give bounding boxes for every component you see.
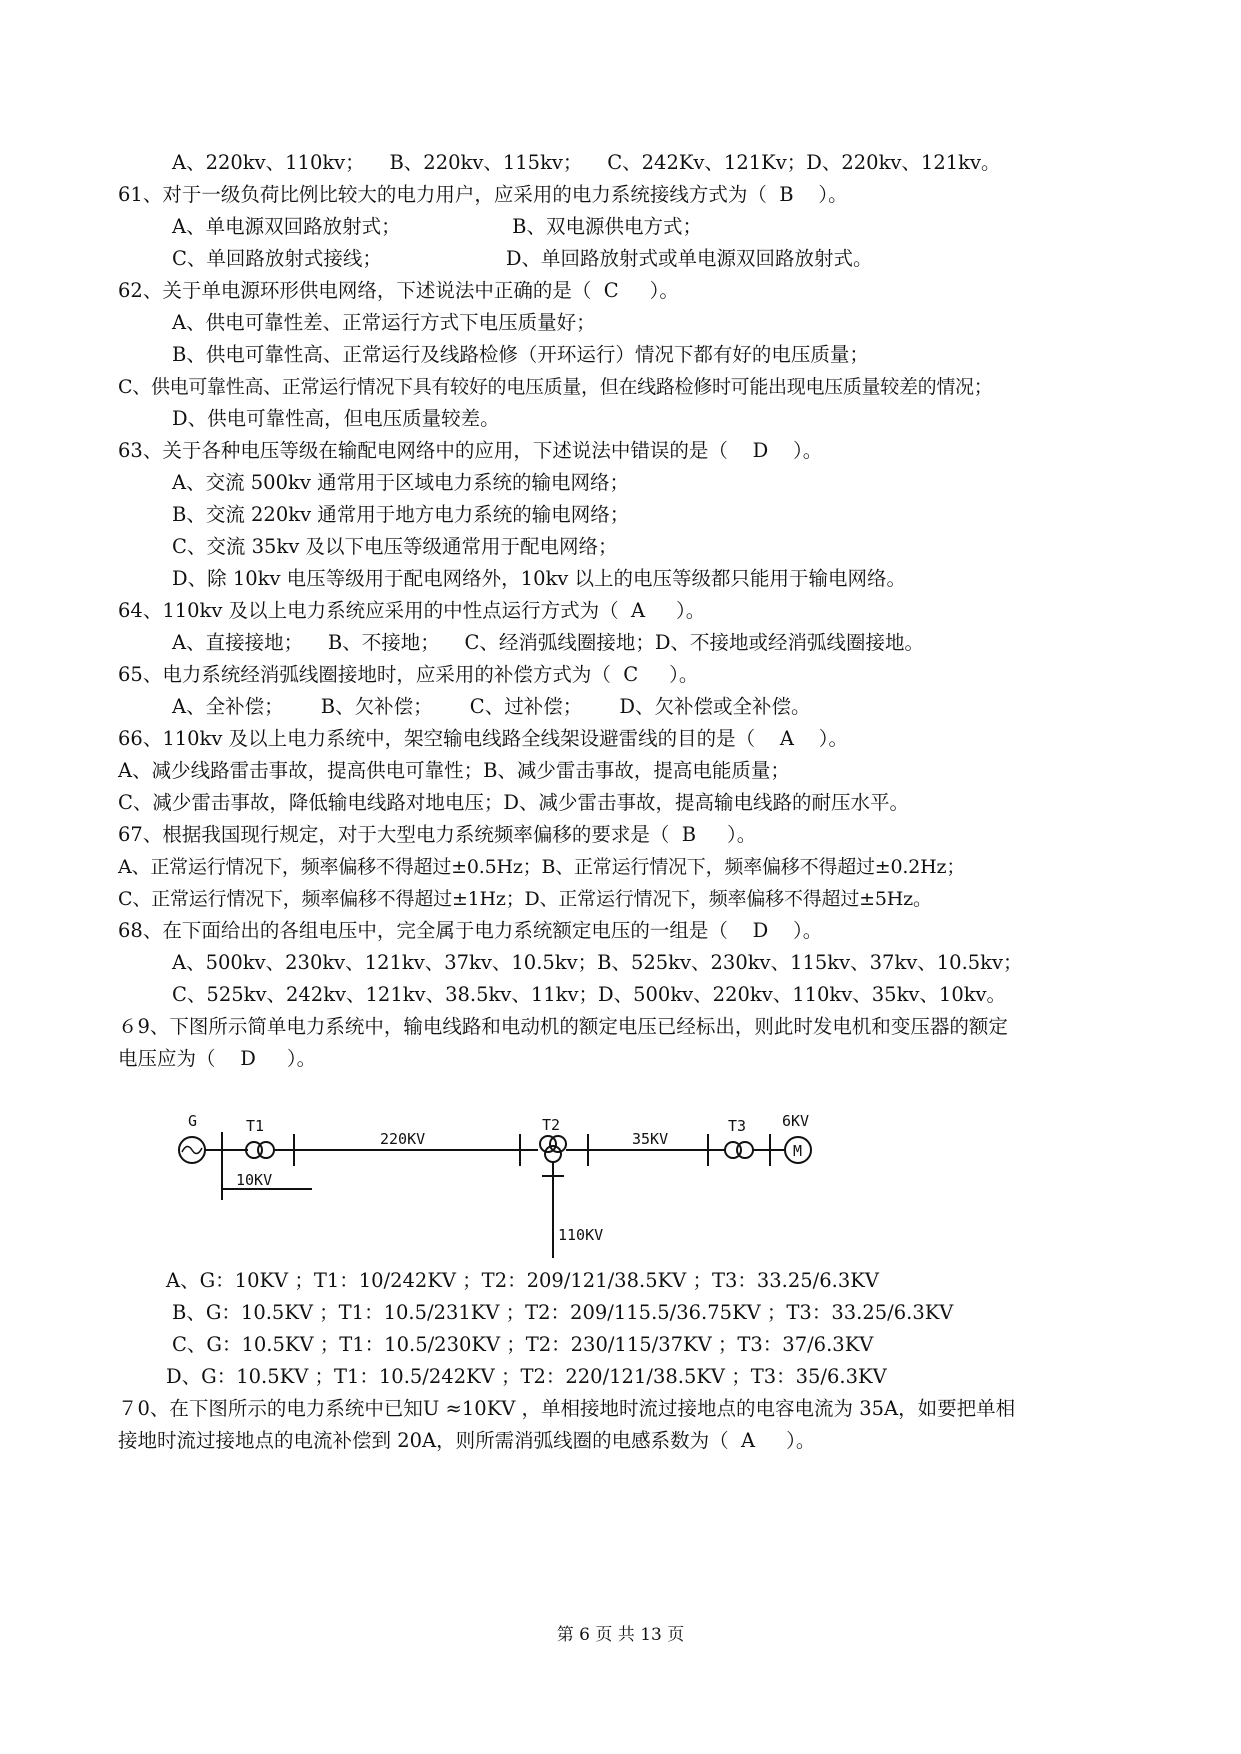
q70-stem-cont: 接地时流过接地点的电流补偿到 20A，则所需消弧线圈的电感系数为（ A ）。: [118, 1429, 816, 1452]
diagram-label-t1: T1: [246, 1117, 265, 1135]
q69-option-c: C、G：10.5KV ；T1：10.5/230KV ；T2：230/115/37KV ；T3：37/6.3KV: [172, 1333, 874, 1356]
q69-option-d: D、G：10.5KV ；T1：10.5/242KV ；T2：220/121/38.5KV ；T3：35/6.3KV: [166, 1365, 887, 1388]
diagram-label-10kv: 10KV: [236, 1171, 273, 1189]
page-footer: 第 6 页 共 13 页: [556, 1625, 685, 1645]
diagram-label-110kv: 110KV: [558, 1226, 604, 1244]
q63-option-b: B、交流 220kv 通常用于地方电力系统的输电网络；: [172, 503, 630, 526]
q70-stem: ７0、在下图所示的电力系统中已知U ≈10KV ，单相接地时流过接地点的电容电流为 35A，如要把单相: [118, 1397, 1016, 1420]
q63-stem: 63、关于各种电压等级在输配电网络中的应用，下述说法中错误的是（ D ）。: [118, 439, 823, 462]
diagram-label-35kv: 35KV: [632, 1130, 669, 1148]
q67-option-cd: C、正常运行情况下，频率偏移不得超过±1Hz；D、正常运行情况下，频率偏移不得超过±5Hz。: [118, 888, 932, 910]
diagram-label-220kv: 220KV: [380, 1130, 426, 1148]
diagram-label-t3: T3: [728, 1117, 747, 1135]
q62-option-d: D、供电可靠性高，但电压质量较差。: [172, 407, 500, 430]
q63-option-a: A、交流 500kv 通常用于区域电力系统的输电网络；: [172, 471, 630, 494]
q63-option-c: C、交流 35kv 及以下电压等级通常用于配电网络；: [172, 535, 618, 558]
q69-option-b: B、G：10.5KV ；T1：10.5/231KV ；T2：209/115.5/36.75KV ；T3：33.25/6.3KV: [172, 1301, 954, 1324]
q66-option-cd: C、减少雷击事故，降低输电线路对地电压；D、减少雷击事故，提高输电线路的耐压水平。: [118, 791, 910, 814]
q69-stem: ６9、下图所示简单电力系统中，输电线路和电动机的额定电压已经标出，则此时发电机和变压器的额定: [118, 1015, 1008, 1038]
q61-option-ab: A、单电源双回路放射式； B、双电源供电方式；: [172, 215, 702, 238]
q68-stem: 68、在下面给出的各组电压中，完全属于电力系统额定电压的一组是（ D ）。: [118, 919, 823, 942]
q60-options: A、220kv、110kv； B、220kv、115kv； C、242Kv、121Kv；D、220kv、121kv。: [172, 151, 1001, 174]
q64-stem: 64、110kv 及以上电力系统应采用的中性点运行方式为（ A ）。: [118, 599, 706, 622]
q62-stem: 62、关于单电源环形供电网络，下述说法中正确的是（ C ）。: [118, 279, 679, 302]
diagram-label-g: G: [188, 1112, 198, 1130]
q67-option-ab: A、正常运行情况下，频率偏移不得超过±0.5Hz；B、正常运行情况下，频率偏移不得超过±0.2Hz；: [118, 856, 966, 878]
q66-stem: 66、110kv 及以上电力系统中，架空输电线路全线架设避雷线的目的是（ A ）。: [118, 727, 848, 750]
q62-option-b: B、供电可靠性高、正常运行及线路检修（开环运行）情况下都有好的电压质量；: [172, 343, 869, 366]
q66-option-ab: A、减少线路雷击事故，提高供电可靠性；B、减少雷击事故，提高电能质量；: [118, 759, 790, 782]
q62-option-a: A、供电可靠性差、正常运行方式下电压质量好；: [172, 311, 596, 334]
q64-options: A、直接接地； B、不接地； C、经消弧线圈接地；D、不接地或经消弧线圈接地。: [172, 631, 925, 654]
motor-symbol: M: [793, 1142, 803, 1160]
q69-stem-cont: 电压应为（ D ）。: [118, 1047, 317, 1070]
q61-option-cd: C、单回路放射式接线； D、单回路放射式或单电源双回路放射式。: [172, 247, 873, 270]
diagram-label-6kv: 6KV: [782, 1112, 810, 1130]
q68-option-cd: C、525kv、242kv、121kv、38.5kv、11kv；D、500kv、220kv、110kv、35kv、10kv。: [172, 983, 1007, 1006]
q61-stem: 61、对于一级负荷比例比较大的电力用户，应采用的电力系统接线方式为（ B ）。: [118, 183, 848, 206]
q62-option-c: C、供电可靠性高、正常运行情况下具有较好的电压质量，但在线路检修时可能出现电压质量较差的情况；: [118, 376, 993, 398]
q69-option-a: A、G：10KV ；T1：10/242KV ；T2：209/121/38.5KV ；T3：33.25/6.3KV: [166, 1269, 879, 1292]
q67-stem: 67、根据我国现行规定，对于大型电力系统频率偏移的要求是（ B ）。: [118, 823, 757, 846]
q65-stem: 65、电力系统经消弧线圈接地时，应采用的补偿方式为（ C ）。: [118, 663, 699, 686]
q68-option-ab: A、500kv、230kv、121kv、37kv、10.5kv；B、525kv、230kv、115kv、37kv、10.5kv；: [172, 951, 1023, 974]
power-system-diagram: [170, 1110, 870, 1260]
q63-option-d: D、除 10kv 电压等级用于配电网络外，10kv 以上的电压等级都只能用于输电网络。: [172, 567, 907, 590]
diagram-label-t2: T2: [542, 1116, 561, 1134]
q65-options: A、全补偿； B、欠补偿； C、过补偿； D、欠补偿或全补偿。: [172, 695, 811, 718]
